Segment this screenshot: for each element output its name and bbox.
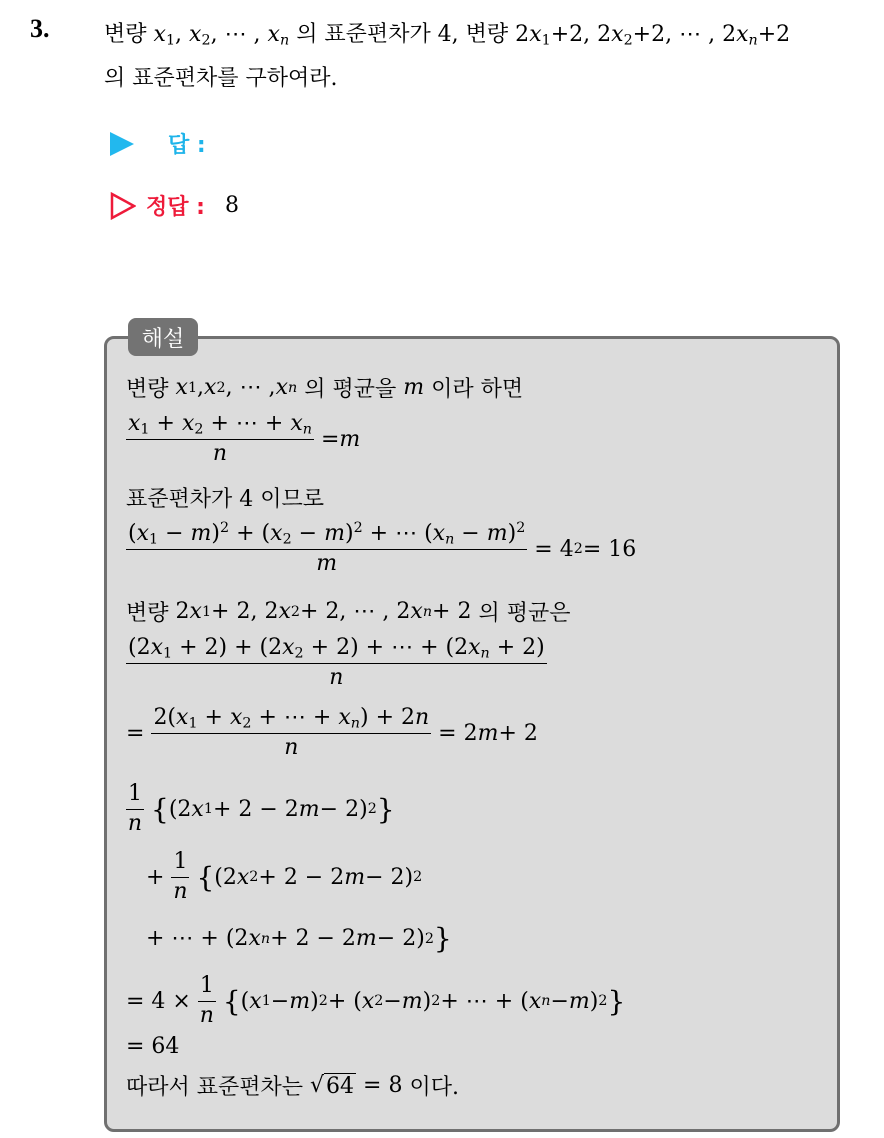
solution-variance-formula: $\frac{(x_1 - m)^2 + (x_2 - m)^2 + \cdots (x_n - m)^2}{m}$ = 4 2 = 16: [128, 520, 637, 577]
correct-answer-label: 정답 :: [146, 195, 205, 220]
solution-last-line: 따라서 표준편차는 √ 64 = 8 이다.: [126, 1073, 459, 1100]
play-triangle-icon: [110, 132, 134, 156]
solution-line-1: 변량 x 1 , x 2 , ⋯ , x n 의 평균을 m 이라 하면: [126, 375, 524, 402]
solution-new-mean-formula: $\frac{(2x_1 + 2) + (2x_2 + 2) + \cdots + (2x_n + 2)}{n}$: [128, 635, 545, 691]
solution-line-5: 변량 2 x 1 + 2, 2 x 2 + 2, ⋯ , 2 x n + 2 의 평균은: [126, 599, 571, 626]
question-text: [104, 16, 874, 97]
solution-mean-formula: $\frac{x_1 + x_2 + \cdots + x_n}{n}$ = m: [128, 411, 361, 467]
solution-tag: 해설: [128, 318, 198, 356]
question-number: 3.: [30, 14, 50, 43]
answer-label: 답 :: [168, 133, 206, 158]
solution-variance-result: = 64: [126, 1034, 180, 1059]
solution-variance-step-2: + $\frac{1}{n}$ { (2 x 2 + 2 − 2 m − 2) 2: [146, 849, 423, 904]
question-line-1: 변량 $x_1$, $x_2$, ⋯ , $x_n$ 의 표준편차가 4, 변량 $2x_1+2$, $2x_2+2$, ⋯ , $2x_n+2$: [104, 22, 791, 49]
question-line-2: 의 표준편차를 구하여라.: [104, 65, 338, 91]
answer-row: [110, 128, 206, 159]
solution-variance-step-3: + ⋯ + (2 x n + 2 − 2 m − 2) 2 }: [146, 922, 452, 955]
solution-variance-step-1: $\frac{1}{n}$ { (2 x 1 + 2 − 2 m − 2) 2 }: [127, 781, 395, 836]
correct-answer-row: [110, 190, 239, 221]
solution-variance-step-4: = 4 × $\frac{1}{n}$ { ( x 1 − m ) 2 + ( x 2 − m ) 2 + ⋯ + ( x n − m ) 2 }: [126, 973, 626, 1028]
solution-new-mean-simplified: = $\frac{2(x_1 + x_2 + \cdots + x_n) + 2n}{n}$ = 2 m + 2: [126, 705, 538, 761]
correct-answer-value: 8: [224, 193, 239, 218]
outline-triangle-icon: [110, 192, 136, 220]
solution-line-3: 표준편차가 4 이므로: [126, 487, 324, 512]
